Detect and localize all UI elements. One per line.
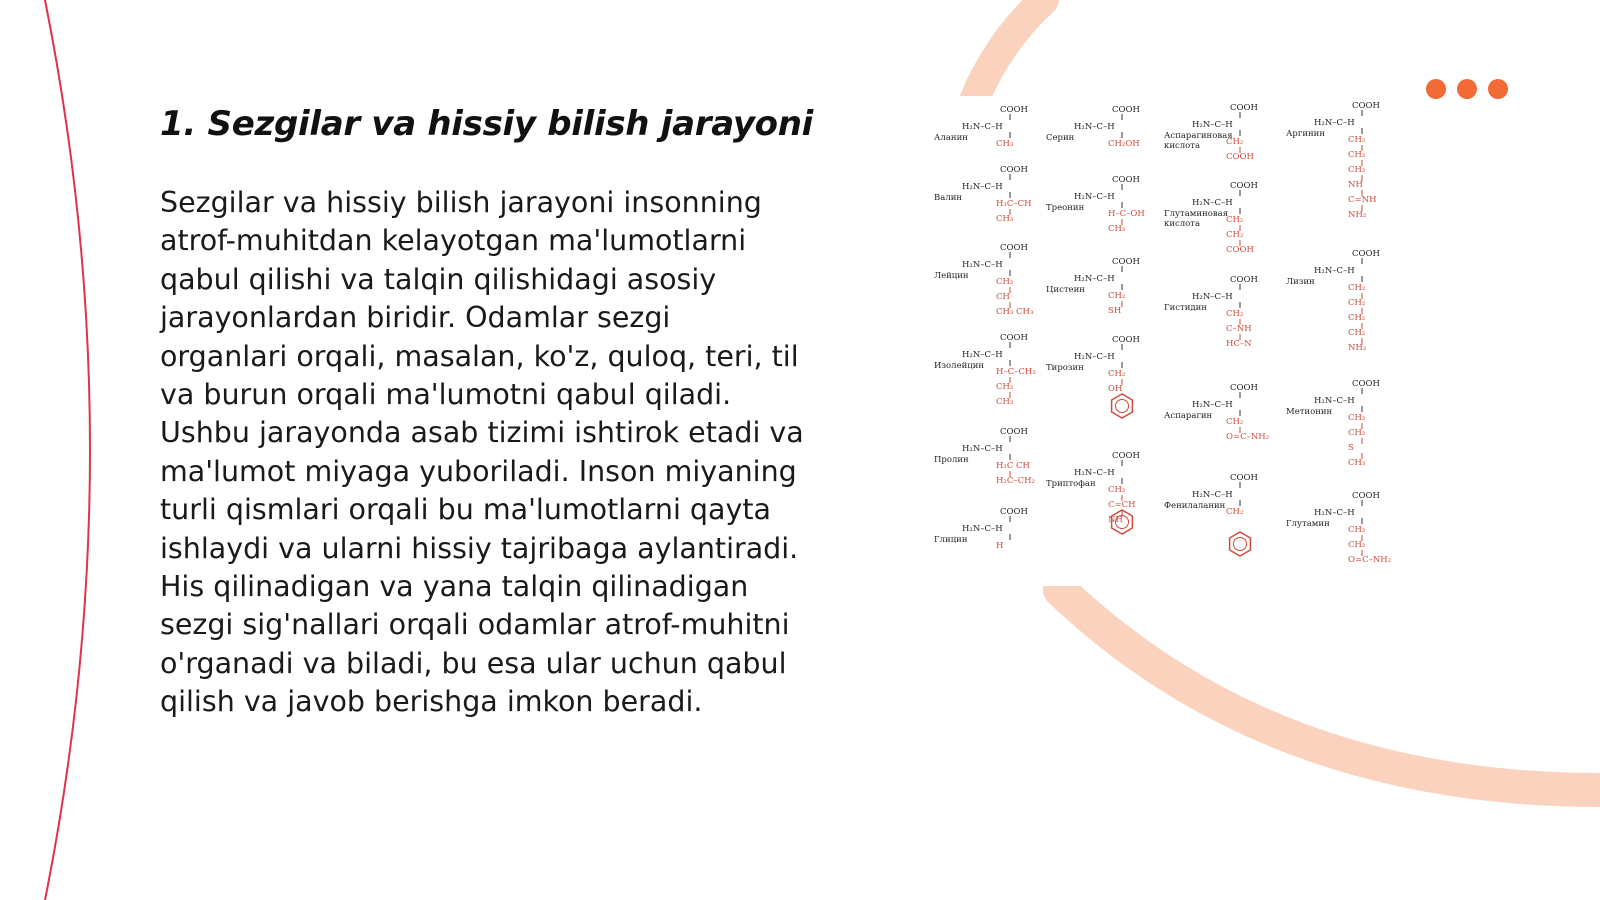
amino-acid-structure <box>1046 175 1145 234</box>
amine-group: H₂N–C–H <box>962 524 1003 534</box>
side-chain-group: CH₂ <box>1348 298 1366 308</box>
amino-acid-structure <box>1286 101 1380 220</box>
amine-group: H₂N–C–H <box>1074 122 1115 132</box>
side-chain-group: S <box>1348 443 1354 453</box>
cooh-group: COOH <box>1112 335 1140 345</box>
cooh-group: COOH <box>1230 103 1258 113</box>
amine-group: H₂N–C–H <box>1192 198 1233 208</box>
side-chain-group: CH₂ <box>996 382 1014 392</box>
amino-acid-structure <box>1046 451 1140 534</box>
amino-acid-structure <box>1164 473 1258 556</box>
side-chain-group: SH <box>1108 306 1122 316</box>
cooh-group: COOH <box>1000 427 1028 437</box>
amino-acid-name: Лейцин <box>934 271 969 281</box>
cooh-group: COOH <box>1352 249 1380 259</box>
amino-acid-name: Тирозин <box>1046 363 1084 373</box>
cooh-group: COOH <box>1000 507 1028 517</box>
side-chain-group: C=NH <box>1348 195 1377 205</box>
side-chain-group: NH₂ <box>1348 210 1367 220</box>
top-arc <box>975 0 1044 98</box>
cooh-group: COOH <box>1000 165 1028 175</box>
side-chain-group: COOH <box>1226 245 1254 255</box>
amine-group: H₂N–C–H <box>1314 118 1355 128</box>
amino-acid-structure <box>934 243 1033 317</box>
amino-acid-name: Триптофан <box>1046 479 1096 489</box>
amino-acid-name: Цистеин <box>1046 285 1085 295</box>
side-chain-group: CH₃ <box>996 139 1014 149</box>
side-chain-group: H–C–CH₃ <box>996 367 1036 377</box>
side-chain-group: CH <box>996 292 1010 302</box>
amino-acid-structure <box>1286 249 1380 353</box>
slide-title: 1. Sezgilar va hissiy bilish jarayoni <box>160 104 813 144</box>
decorative-dots <box>1426 79 1508 99</box>
cooh-group: COOH <box>1112 257 1140 267</box>
side-chain-group: O=C–NH₂ <box>1348 555 1392 565</box>
amine-group: H₂N–C–H <box>1074 352 1115 362</box>
cooh-group: COOH <box>1352 101 1380 111</box>
side-chain-group: NH <box>1348 180 1363 190</box>
side-chain-group: H₂C–CH₂ <box>996 476 1035 486</box>
side-chain-group: CH₂ <box>1226 309 1244 319</box>
side-chain-group: COOH <box>1226 152 1254 162</box>
benzene-ring <box>1230 532 1251 556</box>
side-chain-group: CH₂ <box>1226 137 1244 147</box>
cooh-group: COOH <box>1000 243 1028 253</box>
amine-group: H₂N–C–H <box>962 260 1003 270</box>
amino-acid-name: Гистидин <box>1164 303 1207 313</box>
amine-group: H₂N–C–H <box>1192 490 1233 500</box>
amine-group: H₂N–C–H <box>1074 192 1115 202</box>
amine-group: H₂N–C–H <box>1314 508 1355 518</box>
amino-acid-structures-figure <box>934 96 1414 586</box>
side-chain-group: CH₂ <box>1348 135 1366 145</box>
amine-group: H₂N–C–H <box>962 182 1003 192</box>
amino-acid-name: Глицин <box>934 535 968 545</box>
side-chain-group: CH₂ <box>1348 525 1366 535</box>
amine-group: H₂N–C–H <box>1314 266 1355 276</box>
side-chain-group: CH₃ CH₃ <box>996 307 1034 317</box>
aromatic-circle <box>1234 538 1247 551</box>
cooh-group: COOH <box>1000 105 1028 115</box>
amino-acid-structure <box>934 427 1035 486</box>
cooh-group: COOH <box>1230 181 1258 191</box>
amino-acid-structure <box>1046 105 1140 149</box>
side-chain-group: CH₂ <box>1226 507 1244 517</box>
amino-acid-structure <box>1164 275 1258 349</box>
side-chain-group: CH₂ <box>1348 428 1366 438</box>
amine-group: H₂N–C–H <box>962 122 1003 132</box>
side-chain-group: CH₂ <box>996 277 1014 287</box>
amino-acid-name: Треонин <box>1046 203 1085 213</box>
amine-group: H₂N–C–H <box>962 350 1003 360</box>
cooh-group: COOH <box>1000 333 1028 343</box>
amino-acid-structure <box>1164 103 1258 162</box>
amino-acid-structure <box>934 105 1028 149</box>
side-chain-group: HC–N <box>1226 339 1252 349</box>
amine-group: H₂N–C–H <box>962 444 1003 454</box>
cooh-group: COOH <box>1112 451 1140 461</box>
side-chain-group: H₂C CH <box>996 461 1030 471</box>
side-chain-group: CH₂ <box>1348 150 1366 160</box>
aromatic-circle <box>1116 400 1129 413</box>
amino-acid-name: кислота <box>1164 219 1201 229</box>
amino-acid-structure <box>1046 257 1140 316</box>
bottom-arc <box>1060 590 1600 790</box>
amino-acid-name: Фенилаланин <box>1164 501 1226 511</box>
side-chain-group: O=C–NH₂ <box>1226 432 1270 442</box>
side-chain-group: CH₂OH <box>1108 139 1140 149</box>
amine-group: H₂N–C–H <box>1192 292 1233 302</box>
side-chain-group: CH₃ <box>1108 224 1126 234</box>
amino-acid-structure <box>1286 379 1380 468</box>
side-chain-group: NH₂ <box>1348 343 1367 353</box>
side-chain-group: CH₂ <box>1348 413 1366 423</box>
side-chain-group: C=CH <box>1108 500 1136 510</box>
side-chain-group: C–NH <box>1226 324 1252 334</box>
side-chain-group: CH₃ <box>996 214 1014 224</box>
side-chain-group: CH₂ <box>1348 313 1366 323</box>
side-chain-group: CH₂ <box>1226 215 1244 225</box>
cooh-group: COOH <box>1112 105 1140 115</box>
amino-acid-name: Серин <box>1046 133 1075 143</box>
side-chain-group: CH₂ <box>1348 165 1366 175</box>
side-chain-group: H–C–OH <box>1108 209 1145 219</box>
amino-acid-name: Лизин <box>1286 277 1315 287</box>
side-chain-group: CH₂ <box>1226 230 1244 240</box>
cooh-group: COOH <box>1112 175 1140 185</box>
cooh-group: COOH <box>1352 379 1380 389</box>
accent-dot <box>1488 79 1508 99</box>
amino-acid-structure <box>934 507 1028 551</box>
amine-group: H₂N–C–H <box>1192 400 1233 410</box>
amino-acid-name: Аспарагиновая <box>1164 131 1233 141</box>
amino-acid-structure <box>934 333 1036 407</box>
side-chain-group: OH <box>1108 384 1123 394</box>
accent-dot <box>1457 79 1477 99</box>
side-chain-group: H <box>996 541 1004 551</box>
cooh-group: COOH <box>1230 473 1258 483</box>
amino-acid-structure <box>1164 383 1269 442</box>
side-chain-group: CH₂ <box>1226 417 1244 427</box>
benzene-ring <box>1112 394 1133 418</box>
side-chain-group: CH₂ <box>1108 291 1126 301</box>
amino-acid-name: Глутаминовая <box>1164 209 1229 219</box>
side-chain-group: CH₂ <box>1348 328 1366 338</box>
cooh-group: COOH <box>1230 383 1258 393</box>
cooh-group: COOH <box>1352 491 1380 501</box>
side-chain-group: CH₂ <box>1108 485 1126 495</box>
side-chain-group: NH <box>1108 515 1123 525</box>
amino-acid-name: Метионин <box>1286 407 1333 417</box>
side-chain-group: CH₃ <box>1348 458 1366 468</box>
amino-acid-structure <box>1286 491 1391 565</box>
amino-acid-name: Глутамин <box>1286 519 1330 529</box>
amino-acid-structure <box>1164 181 1258 255</box>
amino-acid-name: Изолейцин <box>934 361 985 371</box>
side-chain-group: CH₃ <box>996 397 1014 407</box>
side-chain-group: H₃C–CH <box>996 199 1032 209</box>
amino-acid-name: кислота <box>1164 141 1201 151</box>
amino-acid-structures-drawing <box>934 96 1414 586</box>
amino-acid-name: Валин <box>934 193 963 203</box>
left-edge-curve <box>45 0 90 900</box>
amine-group: H₂N–C–H <box>1074 468 1115 478</box>
amino-acid-name: Аргинин <box>1286 129 1325 139</box>
accent-dot <box>1426 79 1446 99</box>
slide-body-text: Sezgilar va hissiy bilish jarayoni insonning atrof-muhitdan kelayotgan ma'lumotlarni qabul qilishi va talqin qilishidagi asosiy jarayonlardan biridir. Odamlar sezgi organlari orqali, masalan, ko'z, quloq, teri, til va burun orqali ma'lumotni qabul qiladi. Ushbu jarayonda asab tizimi ishtirok etadi va ma'lumot miyaga yuboriladi. Inson miyaning turli qismlari orqali bu ma'lumotlarni qayta ishlaydi va ularni hissiy tajribaga aylantiradi. His qilinadigan va yana talqin qilinadigan sezgi sig'nallari orqali odamlar atrof-muhitni o'rganadi va biladi, bu esa ular uchun qabul qilish va javob berishga imkon beradi. <box>160 186 804 719</box>
amine-group: H₂N–C–H <box>1074 274 1115 284</box>
amino-acid-name: Аланин <box>934 133 968 143</box>
cooh-group: COOH <box>1230 275 1258 285</box>
side-chain-group: CH₂ <box>1348 283 1366 293</box>
side-chain-group: CH₂ <box>1348 540 1366 550</box>
amine-group: H₂N–C–H <box>1314 396 1355 406</box>
amino-acid-name: Пролин <box>934 455 969 465</box>
side-chain-group: CH₂ <box>1108 369 1126 379</box>
amino-acid-name: Аспарагин <box>1164 411 1213 421</box>
amino-acid-structure <box>934 165 1032 224</box>
amine-group: H₂N–C–H <box>1192 120 1233 130</box>
amino-acid-structure <box>1046 335 1140 418</box>
